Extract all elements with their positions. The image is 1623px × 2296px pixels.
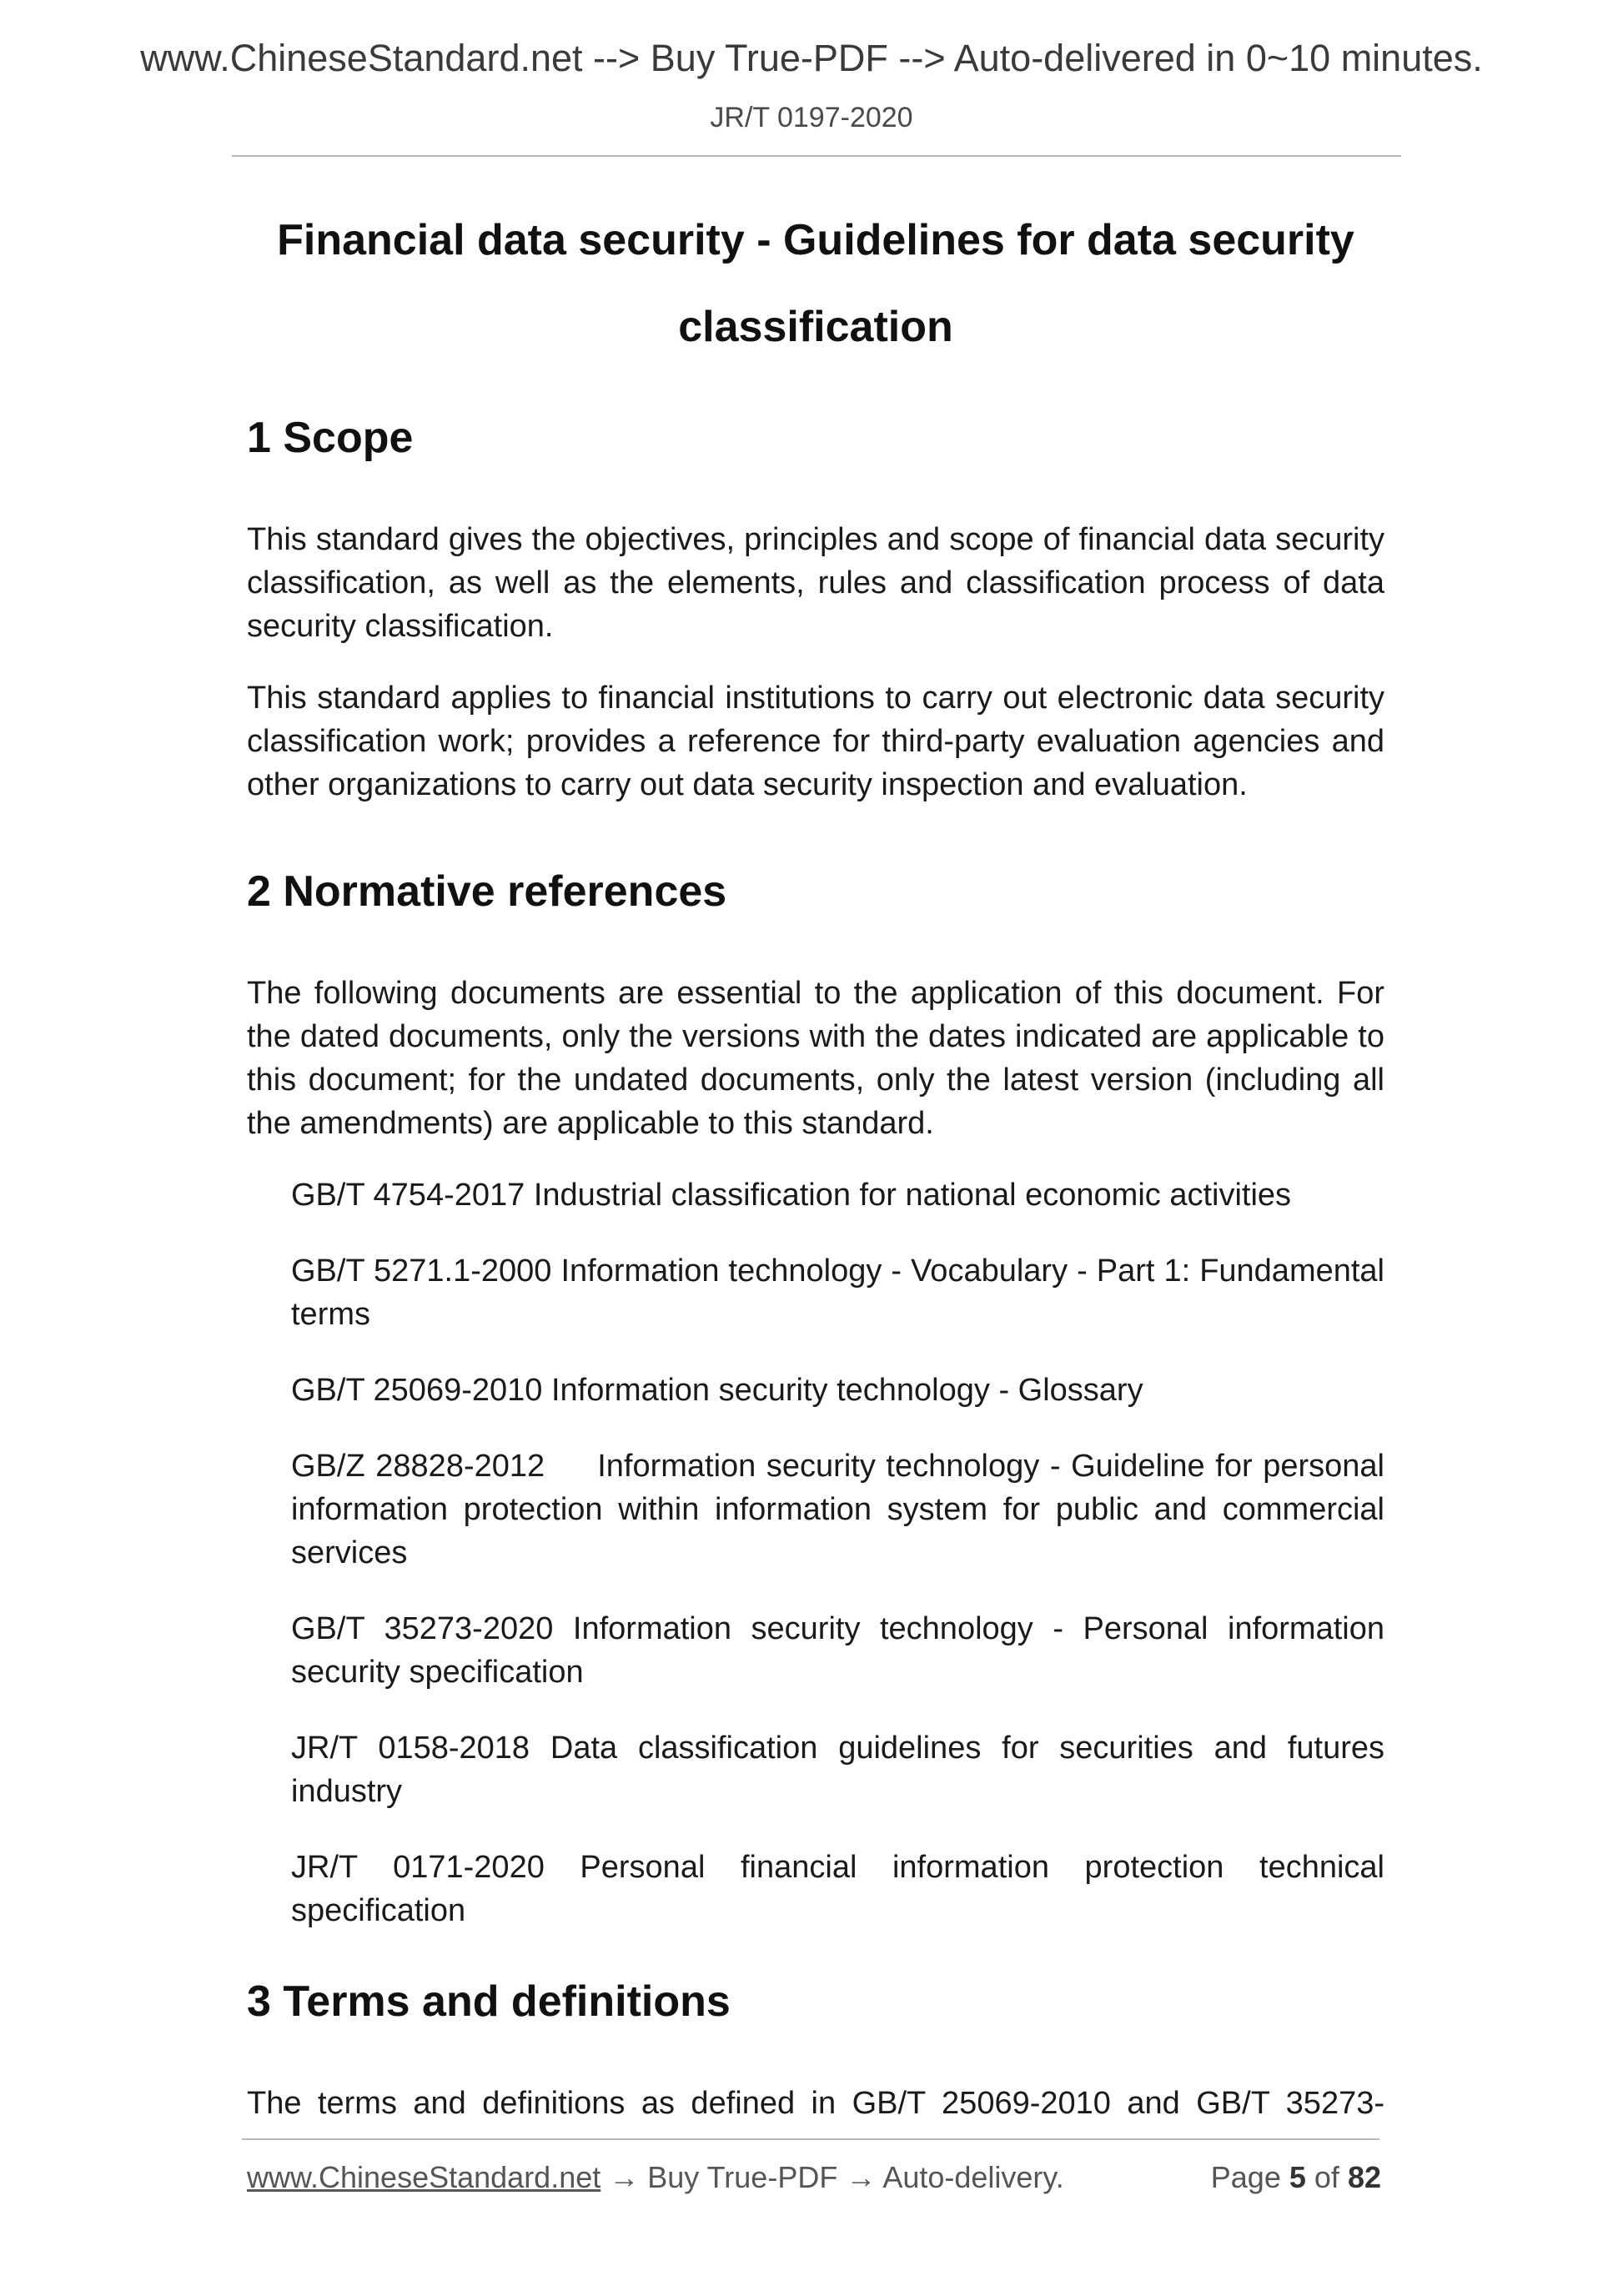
- page-number: 5: [1289, 2160, 1306, 2194]
- document-body: [247, 404, 1394, 2153]
- of-label: of: [1314, 2160, 1339, 2194]
- paragraph: This standard applies to financial institutions to carry out electronic data security classification work; provides a reference for third-party evaluation agencies and other organizations to carry out data security inspection and evaluation.: [247, 681, 1384, 802]
- document-title-line-2: classification: [678, 303, 953, 351]
- site-banner: www.ChineseStandard.net --> Buy True-PDF --> Auto-delivered in 0~10 minutes.: [140, 37, 1483, 79]
- reference-item: GB/T 35273-2020 Information security technology - Personal information security specification: [291, 1611, 1384, 1690]
- reference-item: GB/T 4754-2017 Industrial classification for national economic activities: [291, 1178, 1292, 1213]
- reference-item: GB/T 25069-2010 Information security technology - Glossary: [291, 1373, 1143, 1408]
- document-title-line-1: Financial data security - Guidelines for data security: [277, 216, 1354, 264]
- paragraph: The following documents are essential to the application of this document. For the dated documents, only the versions with the dates indicated are applicable to this document; for the undated documents, only the latest version (including all the amendments) are applicable to this standard.: [247, 976, 1384, 1141]
- document-title: [247, 197, 1384, 370]
- section-scope: [247, 404, 1384, 806]
- header-divider: [232, 155, 1401, 157]
- reference-item: GB/T 5271.1-2000 Information technology - Vocabulary - Part 1: Fundamental terms: [291, 1254, 1384, 1332]
- page-indicator: [1211, 2160, 1381, 2195]
- page-total: 82: [1347, 2160, 1381, 2194]
- section-heading: 2 Normative references: [247, 867, 727, 916]
- standard-code: JR/T 0197-2020: [710, 102, 913, 133]
- paragraph: The terms and definitions as defined in GB/T 25069-2010 and GB/T 35273-: [247, 2086, 1384, 2121]
- footer-site-link[interactable]: www.ChineseStandard.net: [247, 2160, 601, 2194]
- section-normative-references: [247, 858, 1394, 1932]
- footer-divider: [242, 2138, 1379, 2140]
- reference-item: JR/T 0171-2020 Personal financial information protection technical specification: [291, 1850, 1384, 1928]
- footer-tagline: → Buy True-PDF → Auto-delivery.: [600, 2160, 1064, 2194]
- page-label: Page: [1210, 2160, 1281, 2194]
- reference-item: JR/T 0158-2018 Data classification guidelines for securities and futures industry: [291, 1731, 1384, 1809]
- reference-item: GB/Z 28828-2012 Information security technology - Guideline for personal information protection within information system for public and commercial services: [291, 1449, 1394, 1570]
- paragraph: This standard gives the objectives, principles and scope of financial data security classification, as well as the elements, rules and classification process of data security classification.: [247, 522, 1384, 644]
- page-footer: [247, 2160, 1381, 2195]
- section-terms-and-definitions: [247, 1968, 1384, 2125]
- section-heading: 3 Terms and definitions: [247, 1977, 731, 2026]
- section-heading: 1 Scope: [247, 414, 414, 462]
